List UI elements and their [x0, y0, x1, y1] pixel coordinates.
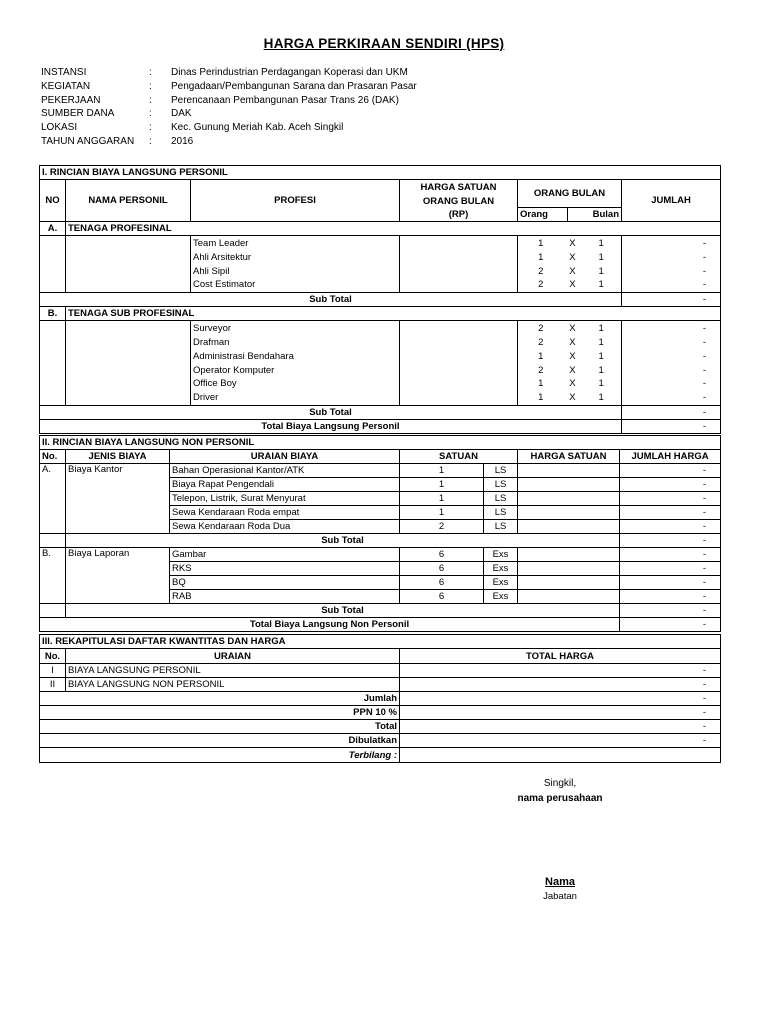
- total-non-personil-label: Total Biaya Langsung Non Personil: [40, 618, 620, 632]
- times-sign: X: [569, 378, 576, 390]
- info-value: Kec. Gunung Meriah Kab. Aceh Singkil: [171, 122, 344, 134]
- harga-value: [518, 492, 620, 506]
- rekap-no: I: [40, 664, 66, 678]
- info-sep: :: [149, 94, 152, 106]
- info-value: Pengadaan/Pembangunan Sarana dan Prasaran Pasar: [171, 80, 417, 92]
- jumlah-value: -: [620, 478, 721, 492]
- times-sign: X: [569, 265, 576, 277]
- times-sign: X: [569, 336, 576, 348]
- harga-value: [518, 562, 620, 576]
- col-profesi-header: PROFESI: [191, 180, 400, 222]
- group-b-harga: [400, 321, 518, 406]
- qty-value: 6: [400, 548, 484, 562]
- qty-value: 1: [400, 492, 484, 506]
- rekapitulasi-table: [39, 634, 721, 763]
- uraian-item: Sewa Kendaraan Roda Dua: [170, 520, 400, 534]
- bulan-value: 1: [598, 350, 604, 362]
- subtotal-a-empty: [40, 534, 66, 548]
- ob-row: [520, 265, 619, 279]
- group-b-empty-nama: [66, 321, 191, 406]
- info-row-sumber-dana: [41, 107, 571, 121]
- qty-value: 6: [400, 562, 484, 576]
- orang-value: 1: [538, 378, 544, 390]
- section1-heading: I. RINCIAN BIAYA LANGSUNG PERSONIL: [40, 166, 721, 180]
- times-sign: X: [569, 364, 576, 376]
- orang-value: 1: [538, 392, 544, 404]
- harga-value: [518, 478, 620, 492]
- times-sign: X: [569, 251, 576, 263]
- ob-row: [520, 237, 619, 251]
- bulan-value: 1: [598, 364, 604, 376]
- total-personil-label: Total Biaya Langsung Personil: [40, 420, 622, 434]
- orang-value: 2: [538, 279, 544, 291]
- jumlah-value: -: [702, 238, 707, 249]
- subtotal-b-value: -: [620, 604, 721, 618]
- uraian-item: Biaya Rapat Pengendali: [170, 478, 400, 492]
- qty-value: 1: [400, 464, 484, 478]
- jumlah-value: -: [702, 323, 707, 335]
- info-label: PEKERJAAN: [41, 94, 101, 106]
- profesi-item: Office Boy: [193, 378, 237, 390]
- profesi-item: Ahli Sipil: [193, 265, 230, 277]
- terbilang-label: Terbilang :: [40, 748, 400, 763]
- ob-row: [520, 336, 619, 350]
- info-row-kegiatan: [41, 80, 571, 94]
- group-b-empty-no: [40, 321, 66, 406]
- uraian-item: Sewa Kendaraan Roda empat: [170, 506, 400, 520]
- uraian-item: Telepon, Listrik, Surat Menyurat: [170, 492, 400, 506]
- uraian-item: Gambar: [170, 548, 400, 562]
- dibulatkan-value: -: [400, 734, 721, 748]
- info-sep: :: [149, 108, 152, 120]
- document-title: HARGA PERKIRAAN SENDIRI (HPS): [263, 36, 505, 51]
- col-jumlah-header: JUMLAH: [622, 180, 721, 222]
- uraian-item: RAB: [170, 590, 400, 604]
- harga-value: [518, 576, 620, 590]
- info-label: TAHUN ANGGARAN: [41, 135, 135, 147]
- jumlah-label: Jumlah: [40, 692, 400, 706]
- section2-heading: II. RINCIAN BIAYA LANGSUNG NON PERSONIL: [40, 436, 721, 450]
- jumlah-value: -: [702, 336, 707, 348]
- jumlah-value: -: [620, 590, 721, 604]
- subtotal-b-label: Sub Total: [40, 406, 622, 420]
- subtotal-b-empty: [40, 604, 66, 618]
- info-row-lokasi: [41, 121, 571, 135]
- group-a-no: A.: [40, 464, 66, 534]
- jumlah-value: -: [620, 492, 721, 506]
- group-a-name: TENAGA PROFESINAL: [66, 222, 721, 236]
- sign-name: Nama: [545, 876, 575, 888]
- col-uraian-header: URAIAN BIAYA: [170, 450, 400, 464]
- total-value: -: [400, 720, 721, 734]
- orang-value: 1: [538, 251, 544, 263]
- ob-row: [520, 251, 619, 265]
- orang-value: 2: [538, 364, 544, 376]
- info-sep: :: [149, 135, 152, 147]
- jumlah-value: -: [702, 265, 707, 277]
- group-b-profesi-list: [191, 321, 400, 406]
- uraian-item: RKS: [170, 562, 400, 576]
- uraian-item: Bahan Operasional Kantor/ATK: [170, 464, 400, 478]
- profesi-item: Driver: [193, 392, 219, 404]
- profesi-item: Drafman: [193, 336, 230, 348]
- harga-value: [518, 520, 620, 534]
- subtotal-b-label: Sub Total: [66, 604, 620, 618]
- info-sep: :: [149, 67, 152, 78]
- group-a-jumlah-list: [622, 236, 721, 293]
- harga-value: [518, 464, 620, 478]
- times-sign: X: [569, 323, 576, 335]
- info-value: Perencanaan Pembangunan Pasar Trans 26 (DAK): [171, 94, 399, 106]
- ppn-label: PPN 10 %: [40, 706, 400, 720]
- unit-value: LS: [484, 492, 518, 506]
- group-a-empty-nama: [66, 236, 191, 293]
- total-non-personil-value: -: [620, 618, 721, 632]
- jumlah-value: -: [702, 378, 707, 390]
- unit-value: Exs: [484, 576, 518, 590]
- info-row-pekerjaan: [41, 94, 571, 108]
- non-personil-table: [39, 435, 721, 632]
- col-orang-header: Orang: [518, 208, 568, 222]
- times-sign: X: [569, 238, 576, 249]
- info-value: DAK: [171, 108, 192, 120]
- col-harga-header-3: (RP): [400, 208, 518, 222]
- rekap-uraian: BIAYA LANGSUNG PERSONIL: [66, 664, 400, 678]
- ob-row: [520, 322, 619, 336]
- bulan-value: 1: [598, 336, 604, 348]
- jumlah-value: -: [620, 562, 721, 576]
- info-sep: :: [149, 80, 152, 92]
- profesi-item: Surveyor: [193, 323, 232, 335]
- bulan-value: 1: [598, 251, 604, 263]
- bulan-value: 1: [598, 323, 604, 335]
- dibulatkan-label: Dibulatkan: [40, 734, 400, 748]
- ob-row: [520, 278, 619, 292]
- subtotal-a-label: Sub Total: [66, 534, 620, 548]
- info-label: LOKASI: [41, 122, 78, 134]
- col-orang-bulan-header: ORANG BULAN: [518, 180, 622, 208]
- unit-value: LS: [484, 506, 518, 520]
- sign-position: Jabatan: [543, 891, 577, 902]
- bulan-value: 1: [598, 378, 604, 390]
- subtotal-b-value: -: [622, 406, 721, 420]
- harga-value: [518, 548, 620, 562]
- col-no-header: No.: [40, 450, 66, 464]
- unit-value: LS: [484, 464, 518, 478]
- jumlah-value: -: [620, 520, 721, 534]
- col-nama-header: NAMA PERSONIL: [66, 180, 191, 222]
- times-sign: X: [569, 279, 576, 291]
- ob-row: [520, 364, 619, 378]
- col-harga-header-2: ORANG BULAN: [400, 195, 518, 208]
- personil-table: [39, 165, 721, 434]
- harga-value: [518, 590, 620, 604]
- ob-row: [520, 350, 619, 364]
- ob-row: [520, 377, 619, 391]
- ob-row: [520, 391, 619, 405]
- group-a-ob-list: [518, 236, 622, 293]
- col-total-header: TOTAL HARGA: [400, 649, 721, 664]
- profesi-item: Operator Komputer: [193, 364, 275, 376]
- bulan-value: 1: [598, 392, 604, 404]
- bulan-value: 1: [598, 265, 604, 277]
- jumlah-value: -: [702, 350, 707, 362]
- jumlah-value: -: [620, 506, 721, 520]
- info-value: Dinas Perindustrian Perdagangan Koperasi dan UKM: [171, 67, 408, 78]
- qty-value: 1: [400, 478, 484, 492]
- info-sep: :: [149, 122, 152, 134]
- bulan-value: 1: [598, 238, 604, 249]
- profesi-item: Administrasi Bendahara: [193, 350, 294, 362]
- group-a-no: A.: [40, 222, 66, 236]
- subtotal-a-label: Sub Total: [40, 293, 622, 307]
- jumlah-value: -: [702, 279, 707, 291]
- subtotal-a-value: -: [622, 293, 721, 307]
- group-a-harga: [400, 236, 518, 293]
- col-uraian-header: URAIAN: [66, 649, 400, 664]
- group-b-name: Biaya Laporan: [66, 548, 170, 604]
- harga-value: [518, 506, 620, 520]
- col-harga-header-1: HARGA SATUAN: [400, 180, 518, 195]
- jumlah-value: -: [400, 692, 721, 706]
- qty-value: 2: [400, 520, 484, 534]
- info-block: [41, 66, 571, 149]
- times-sign: X: [569, 392, 576, 404]
- qty-value: 6: [400, 590, 484, 604]
- info-label: INSTANSI: [41, 67, 87, 78]
- jumlah-value: -: [620, 576, 721, 590]
- info-value: 2016: [171, 135, 194, 147]
- orang-value: 2: [538, 323, 544, 335]
- group-b-jumlah-list: [622, 321, 721, 406]
- group-a-name: Biaya Kantor: [66, 464, 170, 534]
- jumlah-value: -: [620, 548, 721, 562]
- rekap-uraian: BIAYA LANGSUNG NON PERSONIL: [66, 678, 400, 692]
- col-harga-header: HARGA SATUAN: [518, 450, 620, 464]
- uraian-item: BQ: [170, 576, 400, 590]
- col-no-header: NO: [40, 180, 66, 222]
- rekap-total: -: [400, 664, 721, 678]
- info-label: SUMBER DANA: [41, 108, 115, 120]
- group-b-ob-list: [518, 321, 622, 406]
- col-jenis-header: JENIS BIAYA: [66, 450, 170, 464]
- terbilang-value: [400, 748, 721, 763]
- bulan-value: 1: [598, 279, 604, 291]
- sign-place: Singkil,: [543, 778, 577, 789]
- qty-value: 1: [400, 506, 484, 520]
- subtotal-a-value: -: [620, 534, 721, 548]
- unit-value: LS: [484, 478, 518, 492]
- profesi-item: Ahli Arsitektur: [193, 251, 252, 263]
- profesi-item: Cost Estimator: [193, 279, 256, 291]
- rekap-no: II: [40, 678, 66, 692]
- info-row-tahun-anggaran: [41, 135, 571, 149]
- orang-value: 2: [538, 265, 544, 277]
- sign-company: nama perusahaan: [517, 793, 603, 804]
- group-b-name: TENAGA SUB PROFESINAL: [66, 307, 721, 321]
- orang-value: 2: [538, 336, 544, 348]
- col-jumlah-header: JUMLAH HARGA: [620, 450, 721, 464]
- jumlah-value: -: [702, 251, 707, 263]
- rekap-total: -: [400, 678, 721, 692]
- col-no-header: No.: [40, 649, 66, 664]
- group-a-profesi-list: [191, 236, 400, 293]
- total-personil-value: -: [622, 420, 721, 434]
- group-b-no: B.: [40, 548, 66, 604]
- col-satuan-header: SATUAN: [400, 450, 518, 464]
- times-sign: X: [569, 350, 576, 362]
- group-b-no: B.: [40, 307, 66, 321]
- info-row-instansi: [41, 66, 571, 80]
- profesi-item: Team Leader: [193, 238, 249, 249]
- ppn-value: -: [400, 706, 721, 720]
- group-a-empty-no: [40, 236, 66, 293]
- unit-value: LS: [484, 520, 518, 534]
- orang-value: 1: [538, 238, 544, 249]
- section3-heading: III. REKAPITULASI DAFTAR KWANTITAS DAN HARGA: [40, 635, 721, 649]
- total-label: Total: [40, 720, 400, 734]
- jumlah-value: -: [702, 392, 707, 404]
- orang-value: 1: [538, 350, 544, 362]
- jumlah-value: -: [620, 464, 721, 478]
- unit-value: Exs: [484, 548, 518, 562]
- info-label: KEGIATAN: [41, 80, 91, 92]
- unit-value: Exs: [484, 590, 518, 604]
- jumlah-value: -: [702, 364, 707, 376]
- unit-value: Exs: [484, 562, 518, 576]
- col-bulan-header: Bulan: [568, 208, 622, 222]
- qty-value: 6: [400, 576, 484, 590]
